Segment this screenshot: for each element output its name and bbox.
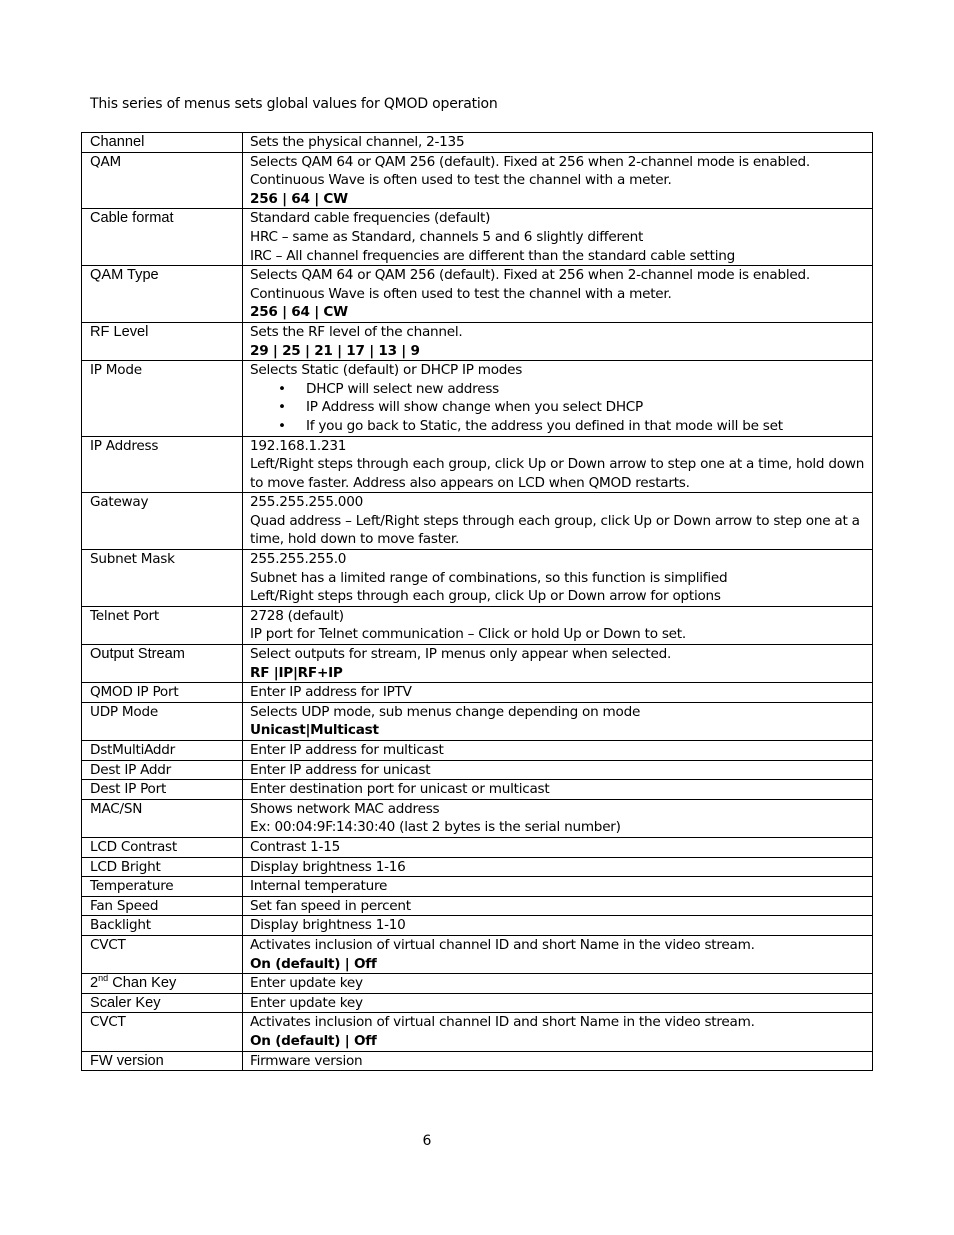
description-line: Selects QAM 64 or QAM 256 (default). Fixed at 256 when 2-channel mode is enabled. xyxy=(250,267,810,284)
menu-table-body xyxy=(82,133,873,1071)
setting-name-cell xyxy=(82,436,243,493)
description-line: Set fan speed in percent xyxy=(250,897,411,914)
option-values: Unicast|Multicast xyxy=(250,722,379,739)
setting-description-cell xyxy=(243,683,873,703)
table-row xyxy=(82,606,873,644)
setting-name-cell xyxy=(82,361,243,436)
option-values: On (default) | Off xyxy=(250,955,377,972)
setting-description-cell xyxy=(243,645,873,683)
table-row xyxy=(82,780,873,800)
description-line: IP port for Telnet communication – Click or hold Up or Down to set. xyxy=(250,626,686,643)
description-line: Internal temperature xyxy=(250,878,388,895)
description-line: Enter IP address for IPTV xyxy=(250,684,412,701)
setting-name: Scaler Key xyxy=(90,994,161,1011)
description-line: Display brightness 1-16 xyxy=(250,858,406,875)
description-line: Enter IP address for multicast xyxy=(250,742,444,758)
table-row xyxy=(82,896,873,916)
setting-name-cell xyxy=(82,935,243,973)
description-line: Shows network MAC address xyxy=(250,800,440,817)
table-row xyxy=(82,702,873,740)
bullet-item: • IP Address will show change when you select DHCP xyxy=(306,398,868,417)
description-line: Selects Static (default) or DHCP IP modes xyxy=(250,362,523,379)
setting-name-cell xyxy=(82,1013,243,1051)
option-values: 256 | 64 | CW xyxy=(250,190,348,207)
setting-name: IP Mode xyxy=(90,362,142,379)
setting-name-cell xyxy=(82,857,243,877)
table-row xyxy=(82,266,873,323)
setting-description-cell xyxy=(243,857,873,877)
table-row xyxy=(82,974,873,994)
table-row xyxy=(82,683,873,703)
table-row xyxy=(82,935,873,973)
setting-description-cell xyxy=(243,493,873,550)
setting-name: Chan Key xyxy=(112,975,177,992)
setting-description-cell xyxy=(243,152,873,209)
setting-name-cell xyxy=(82,993,243,1013)
setting-name: IP Address xyxy=(90,437,159,454)
table-row xyxy=(82,152,873,209)
setting-name-prefix: 2 xyxy=(90,975,99,992)
setting-name: Output Stream xyxy=(90,646,185,663)
table-row xyxy=(82,133,873,153)
description-line: Activates inclusion of virtual channel ID and short Name in the video stream. xyxy=(250,1014,755,1031)
option-values: 256 | 64 | CW xyxy=(250,304,348,321)
setting-description-cell xyxy=(243,550,873,607)
setting-name-cell xyxy=(82,645,243,683)
description-line: Standard cable frequencies (default) xyxy=(250,210,491,227)
setting-name-cell xyxy=(82,493,243,550)
setting-name: FW version xyxy=(90,1052,164,1069)
setting-name-cell xyxy=(82,877,243,897)
setting-description-cell xyxy=(243,741,873,761)
setting-name: Fan Speed xyxy=(90,897,159,914)
setting-description-cell xyxy=(243,209,873,266)
setting-name: CVCT xyxy=(90,1014,126,1031)
setting-name-cell xyxy=(82,266,243,323)
setting-name: Channel xyxy=(90,134,145,150)
setting-name: QAM xyxy=(90,153,121,170)
description-line: 255.255.255.000 xyxy=(250,494,363,511)
setting-name: Cable format xyxy=(90,210,174,227)
setting-name: Temperature xyxy=(90,878,174,895)
bullet-list xyxy=(250,380,868,436)
setting-name-cell xyxy=(82,916,243,936)
description-line: Enter IP address for unicast xyxy=(250,761,431,778)
table-row xyxy=(82,645,873,683)
setting-description-cell xyxy=(243,837,873,857)
setting-name-cell xyxy=(82,133,243,153)
description-line: Continuous Wave is often used to test the channel with a meter. xyxy=(250,172,672,189)
description-line: 192.168.1.231 xyxy=(250,437,347,454)
setting-name: LCD Bright xyxy=(90,858,161,875)
setting-name-cell xyxy=(82,550,243,607)
setting-description-cell xyxy=(243,916,873,936)
setting-description-cell xyxy=(243,606,873,644)
description-line: Left/Right steps through each group, click Up or Down arrow for options xyxy=(250,588,721,605)
description-line: 2728 (default) xyxy=(250,607,344,624)
description-line: Enter destination port for unicast or multicast xyxy=(250,781,550,798)
description-line: Contrast 1-15 xyxy=(250,838,341,855)
setting-name: Gateway xyxy=(90,494,149,511)
setting-description-cell xyxy=(243,436,873,493)
setting-name: Subnet Mask xyxy=(90,551,175,568)
table-row xyxy=(82,209,873,266)
page-number: 6 xyxy=(422,1133,432,1149)
setting-description-cell xyxy=(243,361,873,436)
description-line: Selects QAM 64 or QAM 256 (default). Fixed at 256 when 2-channel mode is enabled. xyxy=(250,153,810,170)
setting-description-cell xyxy=(243,896,873,916)
description-line: Quad address – Left/Right steps through each group, click Up or Down arrow to step one at a time, hold down to move faster. xyxy=(250,512,860,548)
setting-name-superscript: nd xyxy=(98,973,109,984)
setting-name-cell xyxy=(82,974,243,994)
setting-name: MAC/SN xyxy=(90,800,143,817)
setting-name: QAM Type xyxy=(90,267,159,284)
description-line: Select outputs for stream, IP menus only appear when selected. xyxy=(250,646,672,663)
bullet-item: • DHCP will select new address xyxy=(306,380,868,399)
table-row xyxy=(82,916,873,936)
setting-description-cell xyxy=(243,780,873,800)
setting-name-cell xyxy=(82,152,243,209)
table-row xyxy=(82,493,873,550)
setting-name-cell xyxy=(82,1051,243,1071)
setting-description-cell xyxy=(243,322,873,360)
setting-name-cell xyxy=(82,780,243,800)
table-row xyxy=(82,436,873,493)
setting-name-cell xyxy=(82,741,243,761)
table-row xyxy=(82,857,873,877)
setting-name-cell xyxy=(82,799,243,837)
setting-description-cell xyxy=(243,935,873,973)
table-row xyxy=(82,322,873,360)
description-line: IRC – All channel frequencies are different than the standard cable setting xyxy=(250,247,735,264)
setting-name: Dest IP Port xyxy=(90,781,167,798)
setting-name: CVCT xyxy=(90,936,126,953)
setting-name: RF Level xyxy=(90,323,149,340)
setting-description-cell xyxy=(243,760,873,780)
setting-description-cell xyxy=(243,877,873,897)
setting-description-cell xyxy=(243,1013,873,1051)
table-row xyxy=(82,760,873,780)
setting-name: LCD Contrast xyxy=(90,838,177,855)
setting-name: Telnet Port xyxy=(90,607,159,624)
setting-description-cell xyxy=(243,266,873,323)
description-line: Display brightness 1-10 xyxy=(250,917,406,934)
setting-description-cell xyxy=(243,1051,873,1071)
description-line: Ex: 00:04:9F:14:30:40 (last 2 bytes is the serial number) xyxy=(250,819,621,836)
table-row xyxy=(82,1013,873,1051)
setting-name-cell xyxy=(82,896,243,916)
table-row xyxy=(82,837,873,857)
option-values: 29 | 25 | 21 | 17 | 13 | 9 xyxy=(250,342,420,359)
description-line: Enter update key xyxy=(250,994,363,1011)
setting-name-cell xyxy=(82,683,243,703)
setting-name: QMOD IP Port xyxy=(90,684,179,701)
description-line: HRC – same as Standard, channels 5 and 6 slightly different xyxy=(250,228,644,245)
description-line: Firmware version xyxy=(250,1052,363,1069)
setting-name: Dest IP Addr xyxy=(90,761,171,778)
setting-name-cell xyxy=(82,322,243,360)
description-line: Continuous Wave is often used to test the channel with a meter. xyxy=(250,285,672,302)
menu-settings-table xyxy=(81,132,873,1071)
description-line: Sets the RF level of the channel. xyxy=(250,323,463,340)
setting-name-cell xyxy=(82,837,243,857)
table-row xyxy=(82,993,873,1013)
setting-description-cell xyxy=(243,993,873,1013)
setting-name-cell xyxy=(82,209,243,266)
table-row xyxy=(82,550,873,607)
setting-description-cell xyxy=(243,974,873,994)
setting-name: DstMultiAddr xyxy=(90,742,176,758)
table-row xyxy=(82,799,873,837)
bullet-item: • If you go back to Static, the address you defined in that mode will be set xyxy=(306,417,868,436)
setting-name: Backlight xyxy=(90,917,151,934)
setting-name-cell xyxy=(82,702,243,740)
description-line: Selects UDP mode, sub menus change depending on mode xyxy=(250,703,641,720)
table-row xyxy=(82,1051,873,1071)
table-row xyxy=(82,741,873,761)
option-values: On (default) | Off xyxy=(250,1032,377,1049)
intro-text: This series of menus sets global values for QMOD operation xyxy=(90,96,498,112)
setting-name-cell xyxy=(82,606,243,644)
description-line: Enter update key xyxy=(250,975,363,992)
table-row xyxy=(82,361,873,436)
setting-description-cell xyxy=(243,133,873,153)
setting-name-cell xyxy=(82,760,243,780)
description-line: Left/Right steps through each group, click Up or Down arrow to step one at a time, hold down to move faster. Address also appears on LCD when QMOD restarts. xyxy=(250,456,865,491)
setting-name: UDP Mode xyxy=(90,703,158,720)
option-values: RF |IP|RF+IP xyxy=(250,664,343,681)
setting-description-cell xyxy=(243,799,873,837)
description-line: Subnet has a limited range of combinations, so this function is simplified xyxy=(250,569,728,586)
description-line: Activates inclusion of virtual channel ID and short Name in the video stream. xyxy=(250,936,755,953)
setting-description-cell xyxy=(243,702,873,740)
description-line: Sets the physical channel, 2-135 xyxy=(250,134,465,150)
table-row xyxy=(82,877,873,897)
description-line: 255.255.255.0 xyxy=(250,551,347,568)
